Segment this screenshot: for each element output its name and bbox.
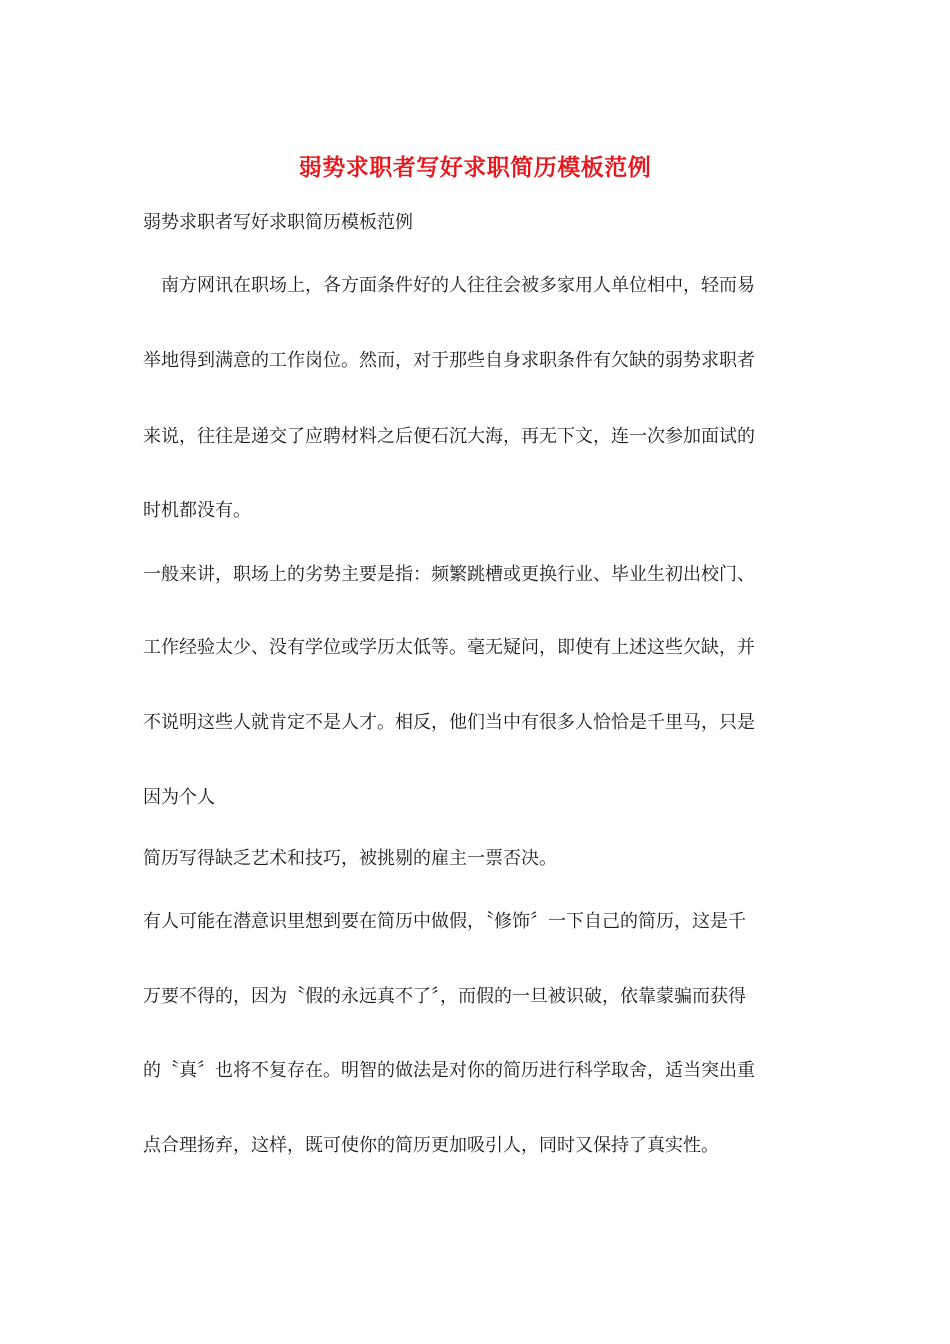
paragraph-line: 有人可能在潜意识里想到要在简历中做假，〝修饰〞一下自己的简历，这是千 xyxy=(143,911,746,932)
paragraph-line: 万要不得的，因为〝假的永远真不了〞，而假的一旦被识破，依靠蒙骗而获得 xyxy=(143,986,746,1007)
paragraph-line: 的〝真〞也将不复存在。明智的做法是对你的简历进行科学取舍，适当突出重 xyxy=(143,1060,755,1081)
paragraph-line: 一般来讲，职场上的劣势主要是指：频繁跳槽或更换行业、毕业生初出校门、 xyxy=(143,564,755,585)
paragraph-line: 举地得到满意的工作岗位。然而，对于那些自身求职条件有欠缺的弱势求职者 xyxy=(143,350,755,371)
document-subtitle: 弱势求职者写好求职简历模板范例 xyxy=(143,212,413,233)
paragraph-line: 因为个人 xyxy=(143,787,215,808)
paragraph-line: 点合理扬弃，这样，既可使你的简历更加吸引人，同时又保持了真实性。 xyxy=(143,1135,719,1156)
paragraph-line: 简历写得缺乏艺术和技巧，被挑剔的雇主一票否决。 xyxy=(143,848,557,869)
paragraph-line: 工作经验太少、没有学位或学历太低等。毫无疑问，即使有上述这些欠缺，并 xyxy=(143,637,755,658)
paragraph-line: 时机都没有。 xyxy=(143,500,251,521)
paragraph-line: 南方网讯在职场上，各方面条件好的人往往会被多家用人单位相中，轻而易 xyxy=(143,275,755,296)
document-title: 弱势求职者写好求职简历模板范例 xyxy=(298,154,652,181)
paragraph-line: 来说，往往是递交了应聘材料之后便石沉大海，再无下文，连一次参加面试的 xyxy=(143,426,755,447)
paragraph-line: 不说明这些人就肯定不是人才。相反，他们当中有很多人恰恰是千里马，只是 xyxy=(143,712,755,733)
